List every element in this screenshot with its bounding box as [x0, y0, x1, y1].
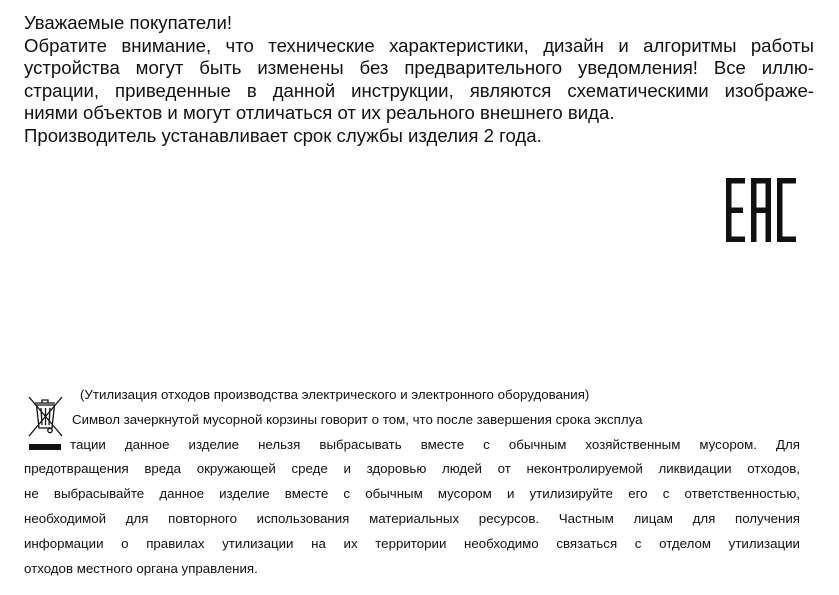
- disposal-line: информации о правилах утилизации на их территории необходимо связаться с отделом утилизации: [24, 535, 800, 551]
- disposal-line: Символ зачеркнутой мусорной корзины говорит о том, что после завершения срока эксплуа: [72, 411, 643, 427]
- notice-service-life: Производитель устанавливает срок службы изделия 2 года.: [24, 124, 542, 146]
- disposal-line: тации данное изделие нельзя выбрасывать вместе с обычным хозяйственным мусором. Для: [70, 436, 800, 452]
- disposal-line: не выбрасывайте данное изделие вместе с обычным мусором и утилизируйте его с ответственностью,: [24, 486, 800, 502]
- disposal-line: предотвращения вреда окружающей среде и здоровью людей от неконтролируемой ликвидации отходов,: [24, 461, 800, 477]
- disposal-line: отходов местного органа управления.: [24, 560, 258, 576]
- disposal-title: (Утилизация отходов производства электрического и электронного оборудования): [80, 387, 590, 402]
- notice-line: Обратите внимание, что технические характеристики, дизайн и алгоритмы работы: [24, 34, 814, 56]
- crossed-out-wheelie-bin-icon: [24, 392, 68, 454]
- eac-mark-icon: [726, 178, 796, 242]
- disposal-line: необходимой для повторного использования материальных ресурсов. Частным лицам для получения: [24, 510, 800, 526]
- notice-line: устройства могут быть изменены без предварительного уведомления! Все иллю-: [24, 57, 814, 78]
- customer-notice: [24, 12, 814, 147]
- notice-line: ниями объектов и могут отличаться от их реального внешнего вида.: [24, 102, 615, 123]
- notice-greeting: Уважаемые покупатели!: [24, 12, 233, 33]
- notice-line: страции, приведенные в данной инструкции, являются схематическими изображе-: [24, 79, 814, 101]
- disposal-section: [24, 383, 800, 581]
